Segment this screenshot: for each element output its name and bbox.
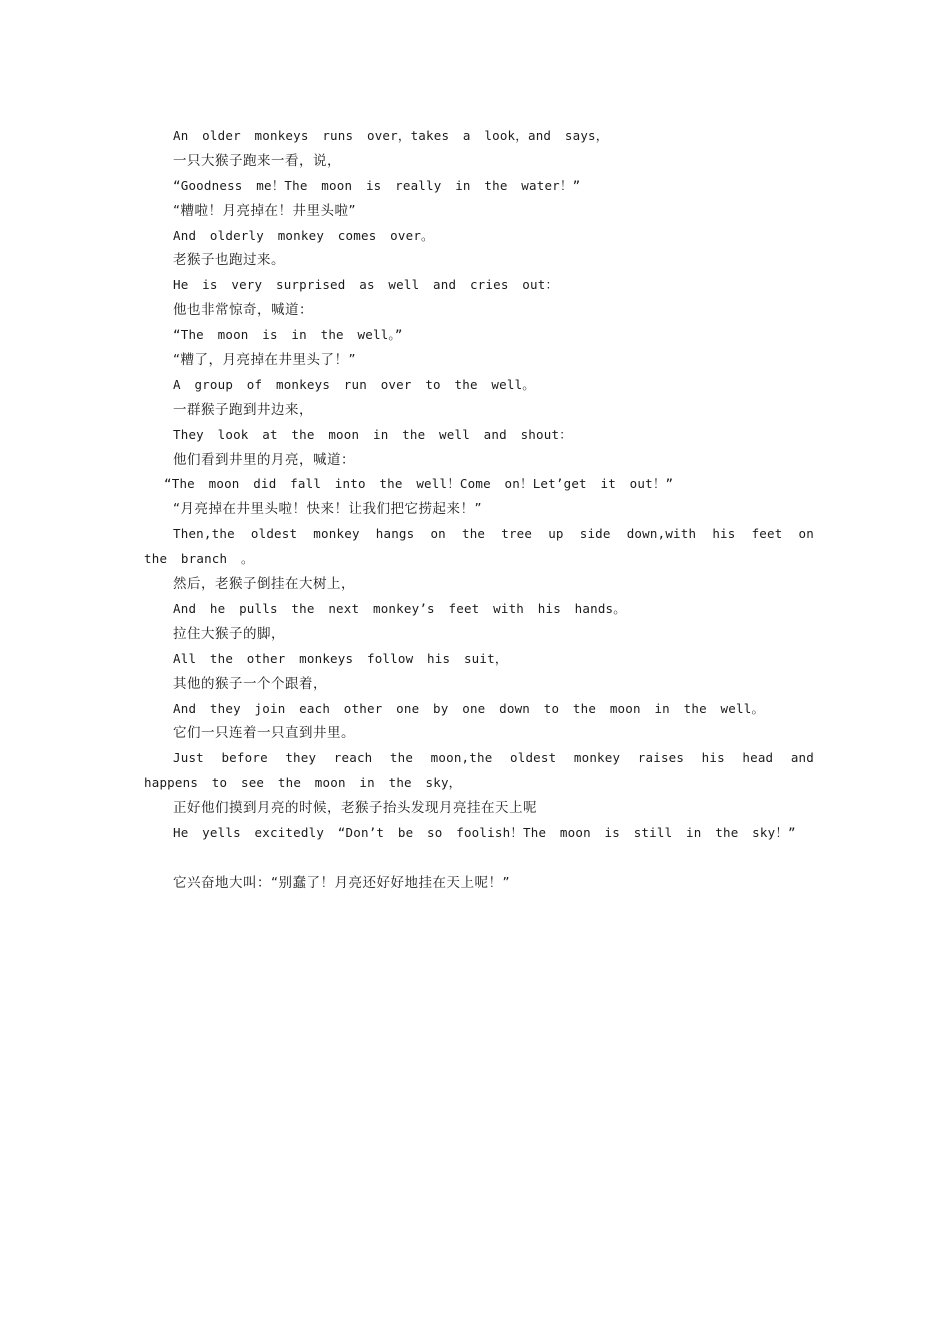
english-line: Just before they reach the moon,the oldest monkey raises his head and happens to see the moon in the sky，	[144, 750, 814, 791]
english-line: A group of monkeys run over to the well。	[173, 376, 535, 392]
document-body	[144, 124, 814, 896]
english-line: “Goodness me！The moon is really in the water！”	[173, 177, 581, 193]
chinese-line: 拉住大猴子的脚，	[173, 625, 285, 642]
chinese-line: 一只大猴子跑来一看，说，	[173, 152, 341, 169]
chinese-line: 其他的猴子一个个跟着，	[173, 675, 327, 692]
english-line: An older monkeys runs over，takes a look，and says，	[173, 128, 609, 143]
english-line: And they join each other one by one down to the moon in the well。	[173, 700, 765, 716]
english-line: Then,the oldest monkey hangs on the tree up side down,with his feet on the branch 。	[144, 526, 814, 567]
english-line: They look at the moon in the well and shout：	[173, 426, 572, 442]
chinese-line: 老猴子也跑过来。	[173, 252, 285, 269]
english-line: And olderly monkey comes over。	[173, 227, 434, 243]
chinese-line: “糟了，月亮掉在井里头了！”	[173, 352, 356, 369]
chinese-line: “糟啦！月亮掉在！井里头啦”	[173, 202, 356, 219]
blank-line	[144, 846, 814, 871]
english-line: “The moon did fall into the well！Come on！Let’get it out！”	[164, 476, 674, 492]
english-line: He yells excitedly “Don’t be so foolish！The moon is still in the sky！”	[173, 825, 796, 840]
chinese-line: 正好他们摸到月亮的时候，老猴子抬头发现月亮挂在天上呢	[173, 800, 537, 817]
chinese-line: 他也非常惊奇，喊道：	[173, 302, 313, 319]
english-line: And he pulls the next monkey’s feet with his hands。	[173, 600, 626, 616]
chinese-line: 他们看到井里的月亮，喊道：	[173, 451, 355, 468]
chinese-line: 它们一只连着一只直到井里。	[173, 725, 355, 742]
chinese-line: 然后，老猴子倒挂在大树上，	[173, 576, 355, 593]
english-line: He is very surprised as well and cries out：	[173, 277, 559, 293]
english-line: “The moon is in the well。”	[173, 327, 403, 343]
chinese-line: 它兴奋地大叫：“别蠢了！月亮还好好地挂在天上呢！”	[173, 874, 510, 891]
chinese-line: “月亮掉在井里头啦！快来！让我们把它捞起来！”	[173, 501, 482, 518]
chinese-line: 一群猴子跑到井边来，	[173, 401, 313, 418]
english-line: All the other monkeys follow his suit，	[173, 650, 508, 666]
